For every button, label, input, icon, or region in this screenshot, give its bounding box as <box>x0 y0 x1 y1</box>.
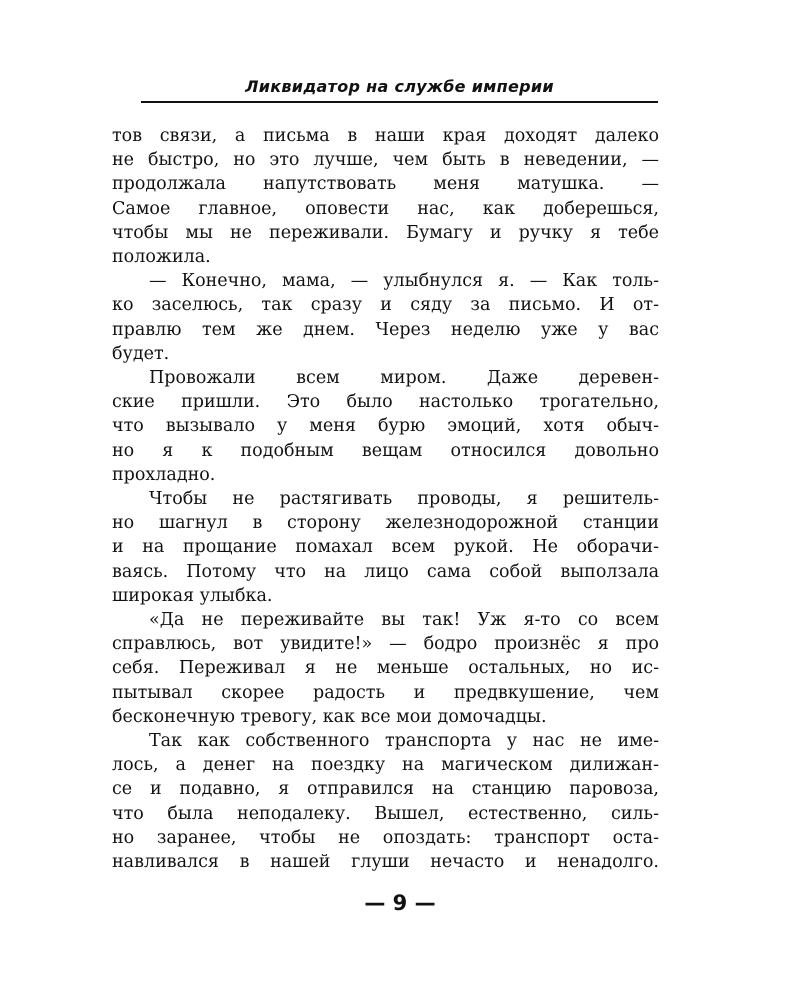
text-line: Так как собственного транспорта у нас не име- <box>149 731 659 752</box>
text-line: прохладно. <box>112 464 216 485</box>
text-line: навливался в нашей глуши нечасто и ненадолго. <box>112 852 659 873</box>
text-line: но шагнул в сторону железнодорожной станции <box>112 513 659 534</box>
text-line: чтобы мы не переживали. Бумагу и ручку я тебе <box>112 222 659 243</box>
page-number: — 9 — <box>364 891 436 915</box>
text-line: ко заселюсь, так сразу и сяду за письмо. И от- <box>112 295 659 316</box>
text-line: — Конечно, мама, — улыбнулся я. — Как толь- <box>149 271 659 292</box>
text-line: «Да не переживайте вы так! Уж я-то со всем <box>149 610 659 631</box>
text-line: правлю тем же днем. Через неделю уже у вас <box>112 319 659 340</box>
text-line: тов связи, а письма в наши края доходят далеко <box>112 126 659 146</box>
text-line: ские пришли. Это было настолько трогательно, <box>112 392 659 413</box>
text-line: лось, а денег на поездку на магическом дилижан- <box>112 755 659 776</box>
text-line: Самое главное, оповести нас, как доберешься, <box>112 198 659 219</box>
text-line: не быстро, но это лучше, чем быть в неведении, — <box>112 150 659 171</box>
text-line: Провожали всем миром. Даже деревен- <box>149 368 659 389</box>
text-line: се и подавно, я отправился на станцию паровоза, <box>112 779 659 800</box>
text-line: и на прощание помахал всем рукой. Не оборачи- <box>112 537 659 558</box>
page-body <box>112 124 659 874</box>
text-line: ваясь. Потому что на лицо сама собой выползала <box>112 561 659 582</box>
text-line: положила. <box>112 247 211 268</box>
header-rule <box>141 101 658 103</box>
text-line: но заранее, чтобы не опоздать: транспорт оста- <box>112 827 659 848</box>
text-line: широкая улыбка. <box>112 585 273 606</box>
running-header: Ликвидатор на службе империи <box>245 77 554 96</box>
text-line: Чтобы не растягивать проводы, я решитель- <box>149 489 659 510</box>
text-line: что была неподалеку. Вышел, естественно, силь- <box>112 803 659 824</box>
text-line: продолжала напутствовать меня матушка. — <box>112 174 659 195</box>
text-line: будет. <box>112 343 170 364</box>
text-line: что вызывало у меня бурю эмоций, хотя обыч- <box>112 416 659 437</box>
text-line: себя. Переживал я не меньше остальных, но ис- <box>112 658 659 679</box>
text-line: справлюсь, вот увидите!» — бодро произнёс я про <box>112 634 659 655</box>
text-line: пытывал скорее радость и предвкушение, чем <box>112 682 659 703</box>
text-line: бесконечную тревогу, как все мои домочадцы. <box>112 706 547 727</box>
text-line: но я к подобным вещам относился довольно <box>112 440 659 461</box>
